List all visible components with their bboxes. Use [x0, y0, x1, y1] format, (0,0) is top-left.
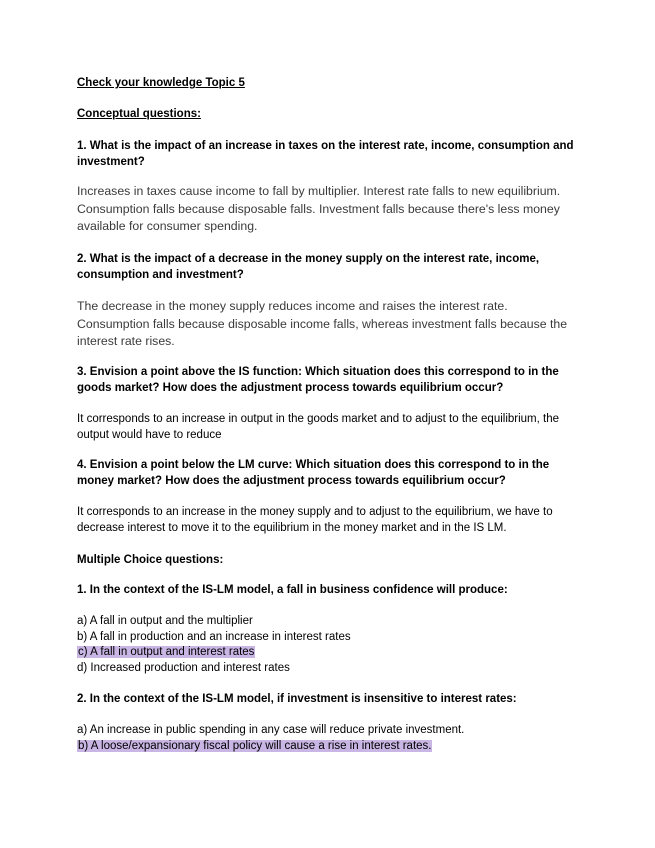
mc-option — [77, 723, 464, 739]
conceptual-answer-1: Increases in taxes cause income to fall by multiplier. Interest rate falls to new equilibrium. Consumption falls because disposable falls. Investment falls because there's less money available for consumer spending. — [77, 184, 561, 233]
mc-option-text: a) A fall in output and the multiplier — [77, 615, 253, 627]
mc-option-text: a) An increase in public spending in any case will reduce private investment. — [77, 724, 465, 736]
mc-question-1: 1. In the context of the IS-LM model, a fall in business confidence will produce: — [77, 584, 508, 596]
document-title: Check your knowledge Topic 5 — [77, 77, 245, 89]
conceptual-question-1: 1. What is the impact of an increase in taxes on the interest rate, income, consumption and investment? — [77, 140, 574, 168]
mc-option-text: d) Increased production and interest rates — [77, 661, 290, 674]
conceptual-heading: Conceptual questions: — [77, 108, 201, 120]
mc-options-2 — [77, 723, 464, 754]
conceptual-question-4: 4. Envision a point below the LM curve: Which situation does this correspond to in the money market? How does the adjustment process towards equilibrium occur? — [77, 459, 550, 487]
mc-option — [77, 614, 351, 630]
mc-option — [77, 661, 351, 677]
conceptual-question-2: 2. What is the impact of a decrease in the money supply on the interest rate, income, consumption and investment? — [77, 253, 540, 281]
mc-option-selected — [77, 739, 464, 755]
mc-option-text: b) A fall in production and an increase in interest rates — [77, 630, 351, 643]
mc-option-selected — [77, 645, 351, 661]
mc-option-text-highlighted: b) A loose/expansionary fiscal policy will cause a rise in interest rates. — [78, 739, 432, 752]
mc-question-2: 2. In the context of the IS-LM model, if investment is insensitive to interest rates: — [77, 693, 517, 705]
mc-option — [77, 630, 351, 646]
conceptual-question-3: 3. Envision a point above the IS function: Which situation does this correspond to in the goods market? How does the adjustment process towards equilibrium occur? — [77, 366, 559, 394]
conceptual-answer-4: It corresponds to an increase in the money supply and to adjust to the equilibrium, we have to decrease interest to move it to the equilibrium in the money market and in the IS LM. — [77, 506, 553, 534]
conceptual-answer-3: It corresponds to an increase in output in the goods market and to adjust to the equilibrium, the output would have to reduce — [77, 413, 560, 441]
mc-heading: Multiple Choice questions: — [77, 554, 224, 566]
mc-option-text-highlighted: c) A fall in output and interest rates — [78, 646, 255, 658]
conceptual-answer-2: The decrease in the money supply reduces income and raises the interest rate. Consumption falls because disposable income falls, whereas investment falls because the interest rate rises. — [77, 299, 568, 348]
mc-options-1 — [77, 614, 351, 676]
